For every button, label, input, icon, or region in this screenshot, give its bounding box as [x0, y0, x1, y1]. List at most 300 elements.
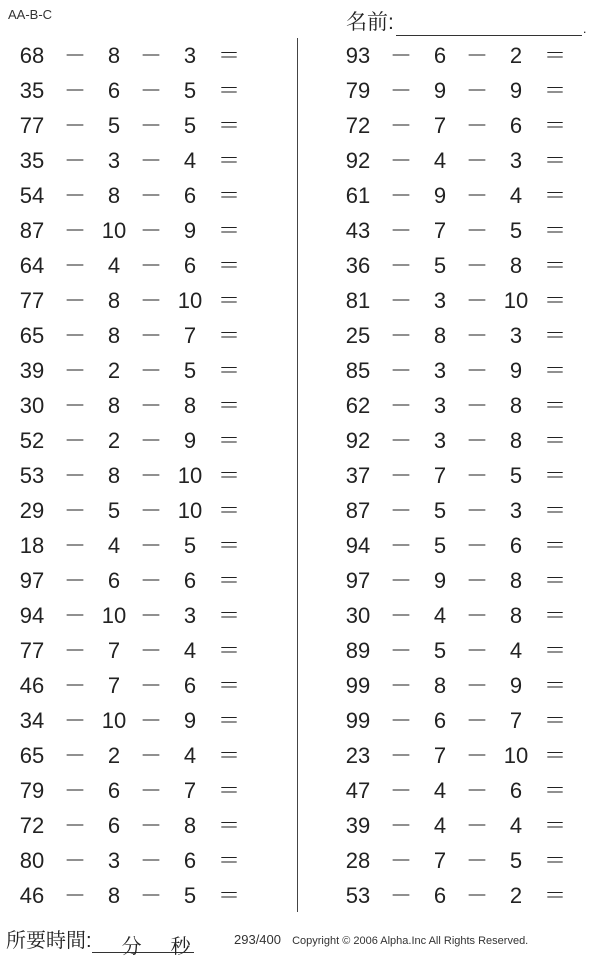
minus-sign: － [139, 393, 162, 418]
subtrahend-2: 4 [509, 638, 523, 663]
minuend: 35 [19, 78, 45, 103]
subtrahend-2: 6 [183, 253, 197, 278]
minuend: 87 [345, 498, 371, 523]
minus-sign: － [465, 708, 488, 733]
subtrahend-1: 3 [107, 148, 121, 173]
minuend: 53 [19, 463, 45, 488]
subtrahend-1: 7 [433, 113, 447, 138]
minus-sign: － [139, 848, 162, 873]
minutes-unit: 分 [121, 936, 142, 958]
problem-row [336, 773, 600, 808]
minus-sign: － [63, 393, 86, 418]
subtrahend-1: 4 [107, 253, 121, 278]
subtrahend-1: 7 [433, 218, 447, 243]
problem-row [336, 213, 600, 248]
subtrahend-2: 5 [183, 883, 197, 908]
subtrahend-1: 7 [433, 848, 447, 873]
subtrahend-1: 6 [107, 78, 121, 103]
subtrahend-2: 9 [509, 673, 523, 698]
equals-sign: ＝ [543, 253, 566, 278]
subtrahend-2: 6 [509, 778, 523, 803]
minuend: 65 [19, 743, 45, 768]
minuend: 87 [19, 218, 45, 243]
minus-sign: － [465, 393, 488, 418]
name-end-mark: . [582, 21, 587, 36]
subtrahend-2: 3 [183, 603, 197, 628]
subtrahend-2: 5 [183, 113, 197, 138]
minuend: 29 [19, 498, 45, 523]
minuend: 35 [19, 148, 45, 173]
problem-row [336, 808, 600, 843]
subtrahend-1: 8 [107, 183, 121, 208]
equals-sign: ＝ [543, 113, 566, 138]
minuend: 62 [345, 393, 371, 418]
minuend: 77 [19, 638, 45, 663]
minuend: 52 [19, 428, 45, 453]
equals-sign: ＝ [217, 428, 240, 453]
equals-sign: ＝ [217, 813, 240, 838]
equals-sign: ＝ [217, 148, 240, 173]
equals-sign: ＝ [217, 113, 240, 138]
minus-sign: － [465, 288, 488, 313]
subtrahend-2: 8 [183, 813, 197, 838]
subtrahend-1: 7 [433, 463, 447, 488]
subtrahend-2: 8 [509, 568, 523, 593]
problem-row [336, 38, 600, 73]
minus-sign: － [389, 883, 412, 908]
minuend: 97 [345, 568, 371, 593]
subtrahend-2: 2 [509, 43, 523, 68]
minus-sign: － [465, 568, 488, 593]
problem-row [10, 73, 290, 108]
problem-row [10, 598, 290, 633]
minus-sign: － [139, 43, 162, 68]
subtrahend-2: 4 [183, 638, 197, 663]
problem-row [10, 423, 290, 458]
minuend: 72 [19, 813, 45, 838]
minus-sign: － [139, 743, 162, 768]
subtrahend-1: 8 [433, 323, 447, 348]
minus-sign: － [389, 393, 412, 418]
minus-sign: － [63, 498, 86, 523]
minuend: 34 [19, 708, 45, 733]
problem-row [10, 213, 290, 248]
minuend: 46 [19, 673, 45, 698]
problem-row [10, 843, 290, 878]
subtrahend-1: 4 [433, 603, 447, 628]
minus-sign: － [389, 148, 412, 173]
minus-sign: － [389, 778, 412, 803]
minus-sign: － [139, 323, 162, 348]
minus-sign: － [63, 708, 86, 733]
subtrahend-2: 9 [183, 218, 197, 243]
subtrahend-1: 8 [107, 393, 121, 418]
subtrahend-2: 7 [183, 778, 197, 803]
minuend: 81 [345, 288, 371, 313]
minuend: 28 [345, 848, 371, 873]
subtrahend-2: 5 [183, 358, 197, 383]
equals-sign: ＝ [543, 463, 566, 488]
subtrahend-1: 6 [107, 813, 121, 838]
copyright-text: Copyright © 2006 Alpha.Inc All Rights Reserved. [292, 935, 529, 947]
subtrahend-1: 4 [433, 778, 447, 803]
minuend: 97 [19, 568, 45, 593]
minuend: 43 [345, 218, 371, 243]
minus-sign: － [389, 463, 412, 488]
minus-sign: － [139, 463, 162, 488]
minutes-blank[interactable] [92, 930, 148, 958]
subtrahend-2: 5 [509, 218, 523, 243]
equals-sign: ＝ [217, 848, 240, 873]
subtrahend-1: 2 [107, 428, 121, 453]
minus-sign: － [465, 463, 488, 488]
subtrahend-1: 4 [433, 148, 447, 173]
subtrahend-2: 5 [183, 78, 197, 103]
equals-sign: ＝ [217, 78, 240, 103]
subtrahend-1: 7 [107, 673, 121, 698]
subtrahend-2: 4 [509, 813, 523, 838]
subtrahend-1: 8 [107, 288, 121, 313]
subtrahend-2: 4 [183, 743, 197, 768]
equals-sign: ＝ [543, 673, 566, 698]
minus-sign: － [465, 498, 488, 523]
minus-sign: － [63, 778, 86, 803]
minus-sign: － [63, 253, 86, 278]
subtrahend-2: 3 [183, 43, 197, 68]
minus-sign: － [389, 603, 412, 628]
minuend: 53 [345, 883, 371, 908]
equals-sign: ＝ [543, 288, 566, 313]
subtrahend-2: 3 [509, 148, 523, 173]
equals-sign: ＝ [217, 183, 240, 208]
minus-sign: － [63, 813, 86, 838]
subtrahend-2: 7 [183, 323, 197, 348]
equals-sign: ＝ [543, 43, 566, 68]
equals-sign: ＝ [543, 603, 566, 628]
problem-row [10, 703, 290, 738]
name-label: 名前: [346, 11, 394, 34]
minus-sign: － [139, 288, 162, 313]
problem-row [336, 73, 600, 108]
subtrahend-1: 7 [107, 638, 121, 663]
problem-row [10, 283, 290, 318]
minus-sign: － [63, 43, 86, 68]
equals-sign: ＝ [217, 288, 240, 313]
minus-sign: － [389, 533, 412, 558]
problem-row [336, 528, 600, 563]
problem-row [336, 878, 600, 913]
minus-sign: － [139, 498, 162, 523]
subtrahend-1: 3 [433, 393, 447, 418]
subtrahend-1: 4 [107, 533, 121, 558]
problem-row [336, 493, 600, 528]
problem-row [10, 563, 290, 598]
minus-sign: － [139, 883, 162, 908]
minuend: 99 [345, 673, 371, 698]
subtrahend-2: 6 [509, 113, 523, 138]
minus-sign: － [389, 428, 412, 453]
minus-sign: － [465, 778, 488, 803]
equals-sign: ＝ [217, 743, 240, 768]
problem-row [336, 843, 600, 878]
minus-sign: － [465, 358, 488, 383]
minus-sign: － [465, 813, 488, 838]
minus-sign: － [465, 673, 488, 698]
problem-row [336, 318, 600, 353]
subtrahend-2: 5 [509, 463, 523, 488]
problem-row [10, 108, 290, 143]
name-blank-line[interactable] [396, 15, 582, 36]
equals-sign: ＝ [217, 498, 240, 523]
problem-row [336, 423, 600, 458]
minuend: 94 [345, 533, 371, 558]
minus-sign: － [389, 673, 412, 698]
minus-sign: － [139, 813, 162, 838]
equals-sign: ＝ [217, 568, 240, 593]
minus-sign: － [389, 568, 412, 593]
equals-sign: ＝ [217, 708, 240, 733]
minus-sign: － [63, 603, 86, 628]
subtrahend-1: 9 [433, 568, 447, 593]
problem-row [336, 108, 600, 143]
subtrahend-2: 5 [183, 533, 197, 558]
subtrahend-1: 8 [107, 323, 121, 348]
minus-sign: － [389, 253, 412, 278]
subtrahend-2: 6 [183, 673, 197, 698]
minus-sign: － [465, 183, 488, 208]
problem-row [336, 458, 600, 493]
minus-sign: － [63, 183, 86, 208]
minuend: 92 [345, 148, 371, 173]
problem-row [10, 458, 290, 493]
footer-info [234, 932, 528, 947]
equals-sign: ＝ [217, 603, 240, 628]
equals-sign: ＝ [217, 883, 240, 908]
problem-row [336, 633, 600, 668]
subtrahend-1: 8 [107, 463, 121, 488]
subtrahend-1: 6 [433, 43, 447, 68]
problem-row [10, 143, 290, 178]
minus-sign: － [139, 218, 162, 243]
minuend: 23 [345, 743, 371, 768]
minus-sign: － [465, 323, 488, 348]
minuend: 80 [19, 848, 45, 873]
equals-sign: ＝ [543, 498, 566, 523]
minus-sign: － [63, 78, 86, 103]
page-number: 293/400 [234, 932, 281, 947]
equals-sign: ＝ [217, 358, 240, 383]
problem-row [336, 388, 600, 423]
time-label: 所要時間: [6, 930, 92, 952]
column-divider [297, 38, 298, 912]
equals-sign: ＝ [217, 638, 240, 663]
problem-row [336, 178, 600, 213]
equals-sign: ＝ [217, 533, 240, 558]
problem-row [336, 248, 600, 283]
problem-row [336, 703, 600, 738]
minuend: 36 [345, 253, 371, 278]
minuend: 47 [345, 778, 371, 803]
subtrahend-1: 5 [433, 253, 447, 278]
minus-sign: － [139, 183, 162, 208]
minus-sign: － [139, 78, 162, 103]
subtrahend-1: 6 [107, 568, 121, 593]
subtrahend-2: 10 [177, 288, 203, 313]
subtrahend-2: 8 [509, 603, 523, 628]
problem-row [10, 388, 290, 423]
minus-sign: － [139, 638, 162, 663]
minus-sign: － [389, 288, 412, 313]
minus-sign: － [139, 148, 162, 173]
problem-row [10, 878, 290, 913]
minuend: 94 [19, 603, 45, 628]
subtrahend-1: 5 [433, 533, 447, 558]
subtrahend-1: 5 [107, 113, 121, 138]
minus-sign: － [389, 183, 412, 208]
subtrahend-1: 2 [107, 358, 121, 383]
subtrahend-1: 3 [433, 358, 447, 383]
minus-sign: － [139, 708, 162, 733]
subtrahend-2: 9 [509, 358, 523, 383]
minus-sign: － [465, 603, 488, 628]
subtrahend-2: 6 [183, 183, 197, 208]
equals-sign: ＝ [543, 708, 566, 733]
minuend: 72 [345, 113, 371, 138]
subtrahend-1: 5 [107, 498, 121, 523]
minus-sign: － [63, 358, 86, 383]
subtrahend-2: 6 [183, 848, 197, 873]
minus-sign: － [389, 323, 412, 348]
equals-sign: ＝ [543, 78, 566, 103]
equals-sign: ＝ [543, 533, 566, 558]
equals-sign: ＝ [217, 673, 240, 698]
subtrahend-2: 2 [509, 883, 523, 908]
problem-row [10, 773, 290, 808]
subtrahend-1: 6 [433, 883, 447, 908]
minuend: 68 [19, 43, 45, 68]
minus-sign: － [465, 43, 488, 68]
minus-sign: － [465, 78, 488, 103]
minuend: 54 [19, 183, 45, 208]
equals-sign: ＝ [217, 323, 240, 348]
equals-sign: ＝ [217, 463, 240, 488]
equals-sign: ＝ [217, 393, 240, 418]
subtrahend-2: 6 [183, 568, 197, 593]
problem-row [10, 38, 290, 73]
minus-sign: － [465, 533, 488, 558]
problem-row [336, 598, 600, 633]
equals-sign: ＝ [543, 393, 566, 418]
problem-row [336, 738, 600, 773]
minus-sign: － [465, 883, 488, 908]
minuend: 46 [19, 883, 45, 908]
time-spent [6, 924, 194, 958]
problem-row [10, 633, 290, 668]
minus-sign: － [63, 883, 86, 908]
subtrahend-1: 6 [433, 708, 447, 733]
minus-sign: － [139, 778, 162, 803]
minus-sign: － [63, 743, 86, 768]
minus-sign: － [139, 533, 162, 558]
subtrahend-1: 8 [107, 883, 121, 908]
minus-sign: － [139, 358, 162, 383]
subtrahend-2: 4 [509, 183, 523, 208]
minus-sign: － [63, 533, 86, 558]
equals-sign: ＝ [217, 778, 240, 803]
equals-sign: ＝ [543, 218, 566, 243]
minuend: 39 [19, 358, 45, 383]
problem-row [10, 178, 290, 213]
equals-sign: ＝ [543, 568, 566, 593]
minus-sign: － [139, 673, 162, 698]
problem-row [10, 318, 290, 353]
subtrahend-2: 8 [509, 253, 523, 278]
problem-row [336, 353, 600, 388]
problem-row [10, 353, 290, 388]
minus-sign: － [465, 113, 488, 138]
minus-sign: － [63, 463, 86, 488]
subtrahend-1: 5 [433, 498, 447, 523]
minus-sign: － [63, 428, 86, 453]
minus-sign: － [389, 813, 412, 838]
minuend: 77 [19, 288, 45, 313]
minuend: 61 [345, 183, 371, 208]
equals-sign: ＝ [543, 148, 566, 173]
minus-sign: － [63, 288, 86, 313]
minuend: 39 [345, 813, 371, 838]
subtrahend-1: 5 [433, 638, 447, 663]
subtrahend-2: 3 [509, 323, 523, 348]
minuend: 85 [345, 358, 371, 383]
minus-sign: － [389, 358, 412, 383]
subtrahend-2: 10 [503, 288, 529, 313]
subtrahend-2: 4 [183, 148, 197, 173]
minus-sign: － [389, 848, 412, 873]
problem-row [336, 283, 600, 318]
equals-sign: ＝ [543, 848, 566, 873]
subtrahend-1: 10 [101, 708, 127, 733]
subtrahend-2: 10 [503, 743, 529, 768]
equals-sign: ＝ [217, 43, 240, 68]
minus-sign: － [389, 113, 412, 138]
minus-sign: － [63, 113, 86, 138]
minuend: 64 [19, 253, 45, 278]
minuend: 79 [19, 778, 45, 803]
minuend: 92 [345, 428, 371, 453]
equals-sign: ＝ [543, 638, 566, 663]
problem-row [10, 493, 290, 528]
seconds-blank[interactable] [148, 930, 194, 958]
minus-sign: － [63, 673, 86, 698]
equals-sign: ＝ [217, 218, 240, 243]
minus-sign: － [389, 498, 412, 523]
minus-sign: － [139, 568, 162, 593]
minus-sign: － [63, 148, 86, 173]
equals-sign: ＝ [543, 358, 566, 383]
problem-row [10, 528, 290, 563]
equals-sign: ＝ [543, 778, 566, 803]
subtrahend-2: 9 [509, 78, 523, 103]
minus-sign: － [389, 218, 412, 243]
equals-sign: ＝ [217, 253, 240, 278]
problem-row [10, 808, 290, 843]
problem-row [336, 143, 600, 178]
equals-sign: ＝ [543, 323, 566, 348]
subtrahend-1: 3 [107, 848, 121, 873]
subtrahend-1: 6 [107, 778, 121, 803]
subtrahend-1: 4 [433, 813, 447, 838]
subtrahend-1: 9 [433, 78, 447, 103]
